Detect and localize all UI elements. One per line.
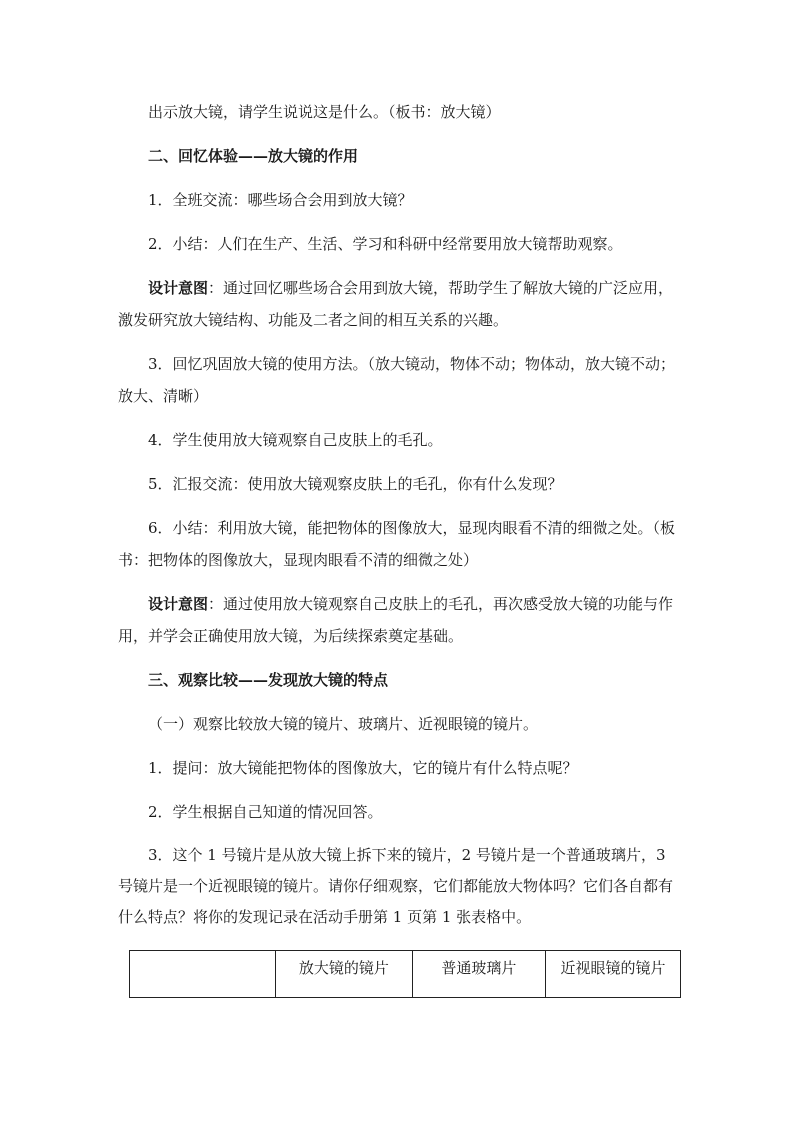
table-row (130, 951, 681, 998)
paragraph-3-2: 2．学生根据自己知道的情况回答。 (148, 803, 383, 821)
design-intent-2 (118, 588, 678, 652)
table-header-cell: 普通玻璃片 (412, 951, 545, 998)
design-intent-1 (118, 272, 678, 336)
paragraph-3-0: （一）观察比较放大镜的镜片、玻璃片、近视眼镜的镜片。 (148, 715, 539, 733)
paragraph-3-3: 3．这个 1 号镜片是从放大镜上拆下来的镜片，2 号镜片是一个普通玻璃片，3 号镜片是一个近视眼镜的镜片。请你仔细观察，它们都能放大物体吗？它们各自都有什么特点？将你的发现记录在活动手册第 1 页第 1 张表格中。 (118, 846, 674, 926)
section-heading-2: 二、回忆体验——放大镜的作用 (148, 147, 359, 165)
paragraph-2-2: 2．小结：人们在生产、生活、学习和科研中经常要用放大镜帮助观察。 (148, 235, 623, 253)
paragraph-2-1: 1．全班交流：哪些场合会用到放大镜？ (148, 191, 413, 209)
paragraph-2-3: 3．回忆巩固放大镜的使用方法。（放大镜动，物体不动；物体动，放大镜不动；放大、清晰） (118, 355, 676, 405)
paragraph-2-6: 6．小结：利用放大镜，能把物体的图像放大，显现肉眼看不清的细微之处。（板书：把物体的图像放大，显现肉眼看不清的细微之处） (118, 519, 676, 569)
table-header-cell (130, 951, 276, 998)
table-header-cell: 近视眼镜的镜片 (545, 951, 680, 998)
comparison-table (129, 950, 681, 998)
paragraph-intro: 出示放大镜，请学生说说这是什么。（板书：放大镜） (148, 103, 501, 121)
paragraph-3-1: 1．提问：放大镜能把物体的图像放大，它的镜片有什么特点呢？ (148, 759, 578, 777)
section-heading-3: 三、观察比较——发现放大镜的特点 (148, 671, 389, 689)
paragraph-2-4: 4．学生使用放大镜观察自己皮肤上的毛孔。 (148, 431, 443, 449)
design-intent-text: ：通过回忆哪些场合会用到放大镜，帮助学生了解放大镜的广泛应用，激发研究放大镜结构、功能及二者之间的相互关系的兴趣。 (118, 279, 674, 329)
table-header-cell: 放大镜的镜片 (276, 951, 413, 998)
design-intent-label: 设计意图 (148, 279, 209, 297)
paragraph-2-5: 5．汇报交流：使用放大镜观察皮肤上的毛孔，你有什么发现？ (148, 475, 563, 493)
design-intent-label: 设计意图 (148, 595, 209, 613)
design-intent-text: ：通过使用放大镜观察自己皮肤上的毛孔，再次感受放大镜的功能与作用，并学会正确使用放大镜，为后续探索奠定基础。 (118, 595, 674, 645)
